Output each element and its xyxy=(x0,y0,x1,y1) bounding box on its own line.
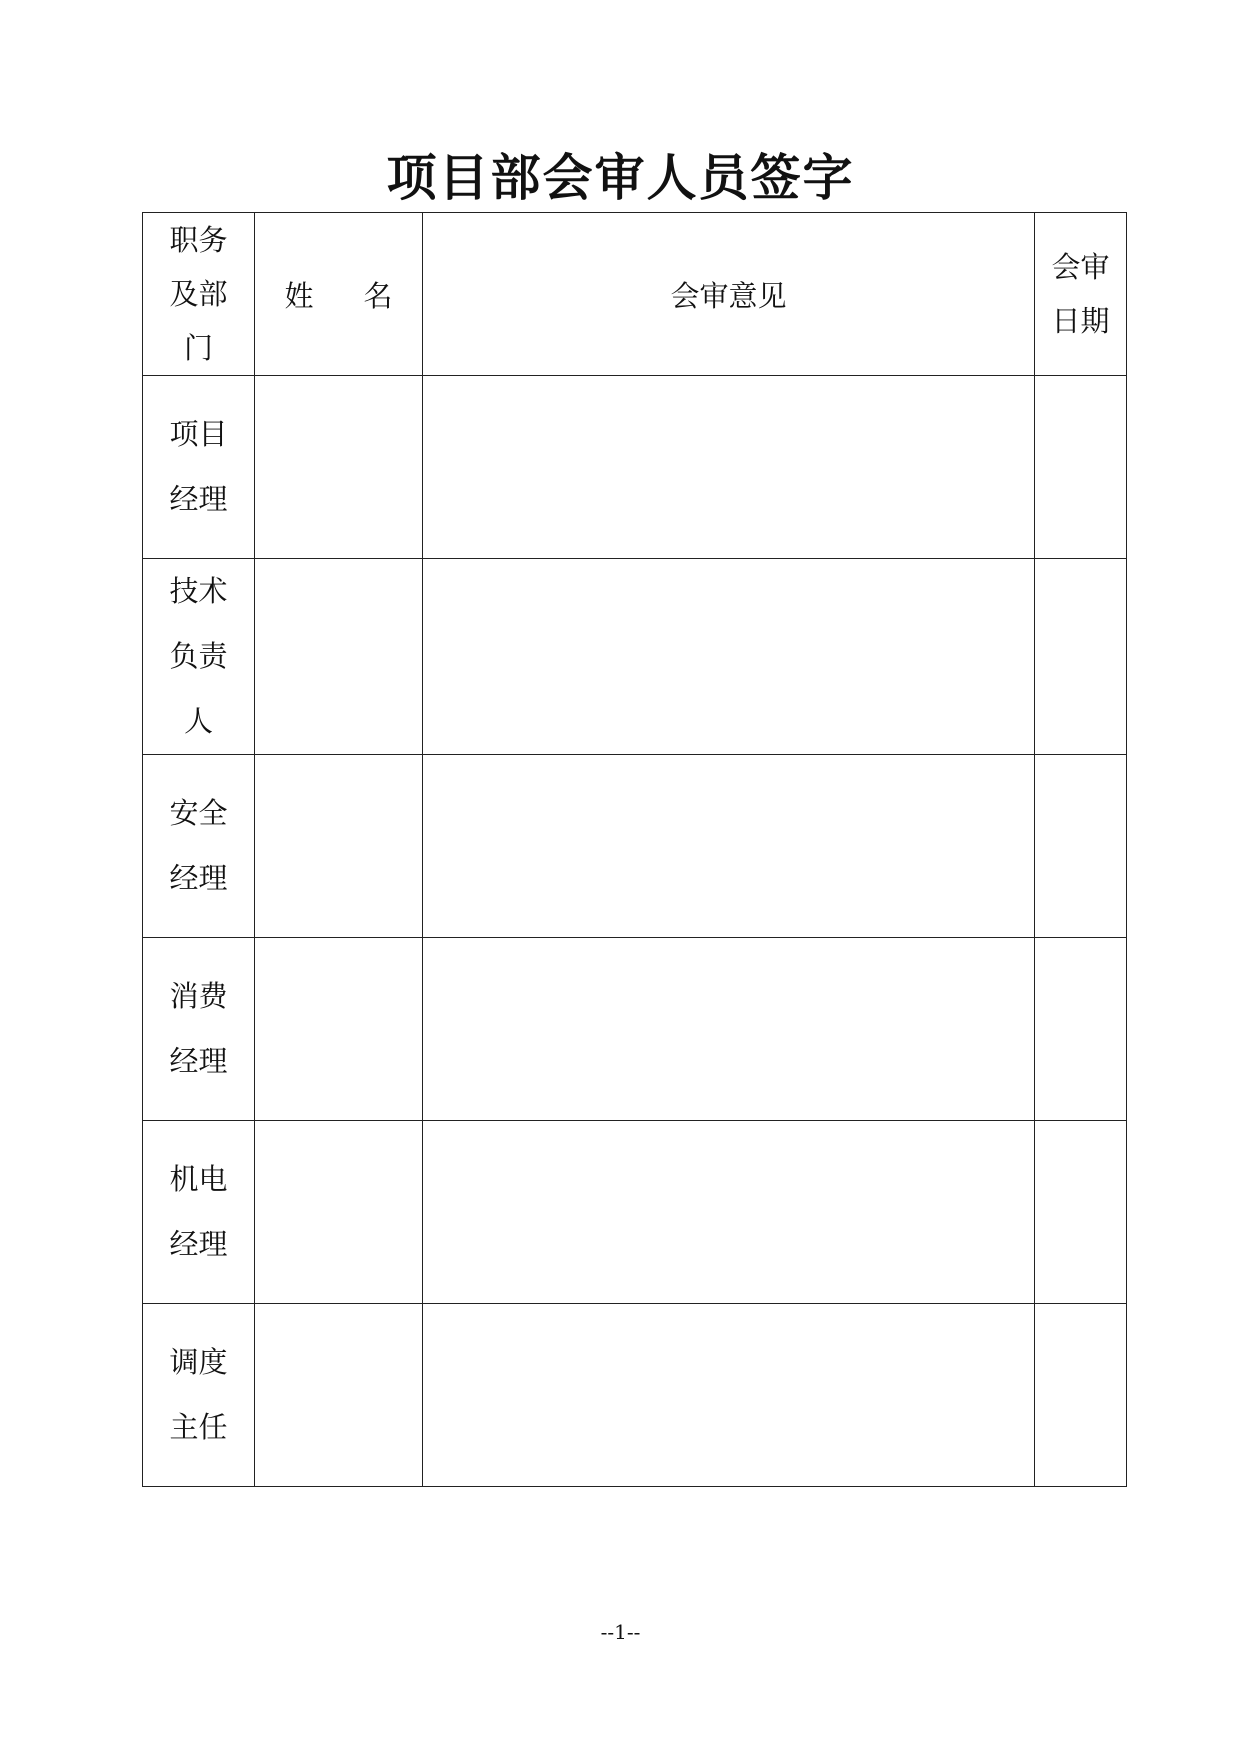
date-cell[interactable] xyxy=(1035,559,1127,755)
table-row xyxy=(143,559,1127,755)
name-cell[interactable] xyxy=(255,1304,423,1487)
date-cell[interactable] xyxy=(1035,1304,1127,1487)
header-review-date xyxy=(1035,213,1127,376)
header-row xyxy=(143,213,1127,376)
header-position-line3: 门 xyxy=(183,331,213,365)
header-opinion: 会审意见 xyxy=(423,213,1035,376)
role-line2: 经理 xyxy=(169,1044,228,1078)
date-cell[interactable] xyxy=(1035,755,1127,938)
date-cell[interactable] xyxy=(1035,376,1127,559)
name-cell[interactable] xyxy=(255,1121,423,1304)
table-row xyxy=(143,1121,1127,1304)
table-row xyxy=(143,376,1127,559)
role-cell xyxy=(143,1304,255,1487)
header-date-line1: 会审 xyxy=(1051,250,1110,284)
role-line1: 技术 xyxy=(169,574,228,608)
header-name-part2: 名 xyxy=(363,278,393,313)
role-cell xyxy=(143,1121,255,1304)
date-cell[interactable] xyxy=(1035,938,1127,1121)
opinion-cell[interactable] xyxy=(423,559,1035,755)
role-line1: 调度 xyxy=(169,1345,228,1379)
role-cell xyxy=(143,755,255,938)
role-cell xyxy=(143,376,255,559)
opinion-cell[interactable] xyxy=(423,1121,1035,1304)
role-line2: 负责 xyxy=(169,639,228,673)
table-row xyxy=(143,755,1127,938)
page-number: --1-- xyxy=(600,1620,641,1644)
role-line2: 经理 xyxy=(169,861,228,895)
role-cell xyxy=(143,938,255,1121)
name-cell[interactable] xyxy=(255,938,423,1121)
role-cell xyxy=(143,559,255,755)
role-line2: 经理 xyxy=(169,482,228,516)
opinion-cell[interactable] xyxy=(423,938,1035,1121)
opinion-cell[interactable] xyxy=(423,376,1035,559)
header-name xyxy=(255,213,423,376)
header-position-dept xyxy=(143,213,255,376)
header-position-line2: 及部 xyxy=(169,277,228,311)
header-date-line2: 日期 xyxy=(1051,304,1110,338)
role-line2: 主任 xyxy=(169,1410,228,1444)
role-line1: 机电 xyxy=(169,1162,228,1196)
table-row xyxy=(143,938,1127,1121)
role-line1: 消费 xyxy=(169,979,228,1013)
role-line2: 经理 xyxy=(169,1227,228,1261)
table-row xyxy=(143,1304,1127,1487)
header-position-line1: 职务 xyxy=(169,223,228,257)
name-cell[interactable] xyxy=(255,755,423,938)
role-line3: 人 xyxy=(183,704,213,738)
name-cell[interactable] xyxy=(255,376,423,559)
opinion-cell[interactable] xyxy=(423,1304,1035,1487)
header-name-part1: 姓 xyxy=(284,278,314,313)
opinion-cell[interactable] xyxy=(423,755,1035,938)
page-title: 项目部会审人员签字 xyxy=(386,149,855,207)
name-cell[interactable] xyxy=(255,559,423,755)
role-line1: 安全 xyxy=(169,796,228,830)
role-line1: 项目 xyxy=(169,417,228,451)
date-cell[interactable] xyxy=(1035,1121,1127,1304)
signature-table xyxy=(142,212,1127,1487)
